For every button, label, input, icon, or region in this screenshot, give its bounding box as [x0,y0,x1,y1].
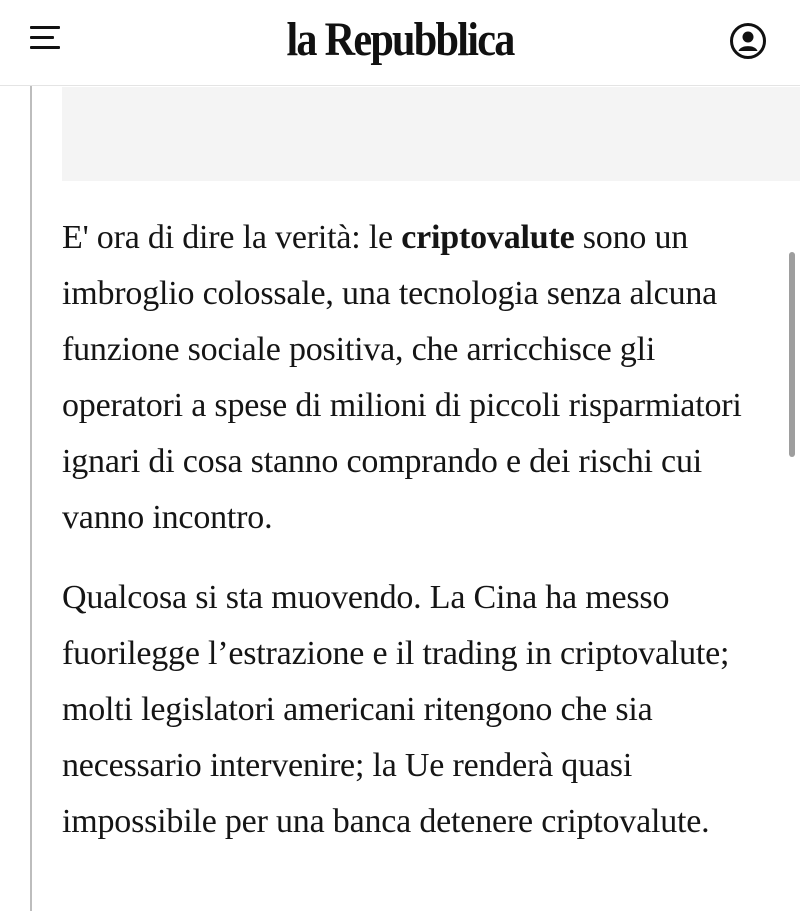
top-header [0,0,800,86]
user-account-icon[interactable] [729,22,767,60]
scrollbar-thumb[interactable] [789,252,795,457]
advertisement-placeholder [62,87,800,181]
article-side-rule [30,86,32,911]
paragraph-text: E' ora di dire la verità: le [62,219,402,256]
paragraph-text: sono un imbroglio colossale, una tecnologia senza alcuna funzione sociale positiva, che arricchisce gli operatori a spese di milioni di piccoli risparmiatori ignari di cosa stanno comprando e dei rischi cui vanno incontro. [62,219,742,536]
site-logo[interactable]: la Repubblica [286,13,514,66]
article-paragraph [62,210,774,546]
bold-keyword: criptovalute [401,219,575,256]
article-paragraph: Qualcosa si sta muovendo. La Cina ha messo fuorilegge l’estrazione e il trading in criptovalute; molti legislatori americani ritengono che sia necessario intervenire; la Ue renderà quasi impossibile per una banca detenere criptovalute. [62,579,730,840]
article-body [62,210,774,874]
